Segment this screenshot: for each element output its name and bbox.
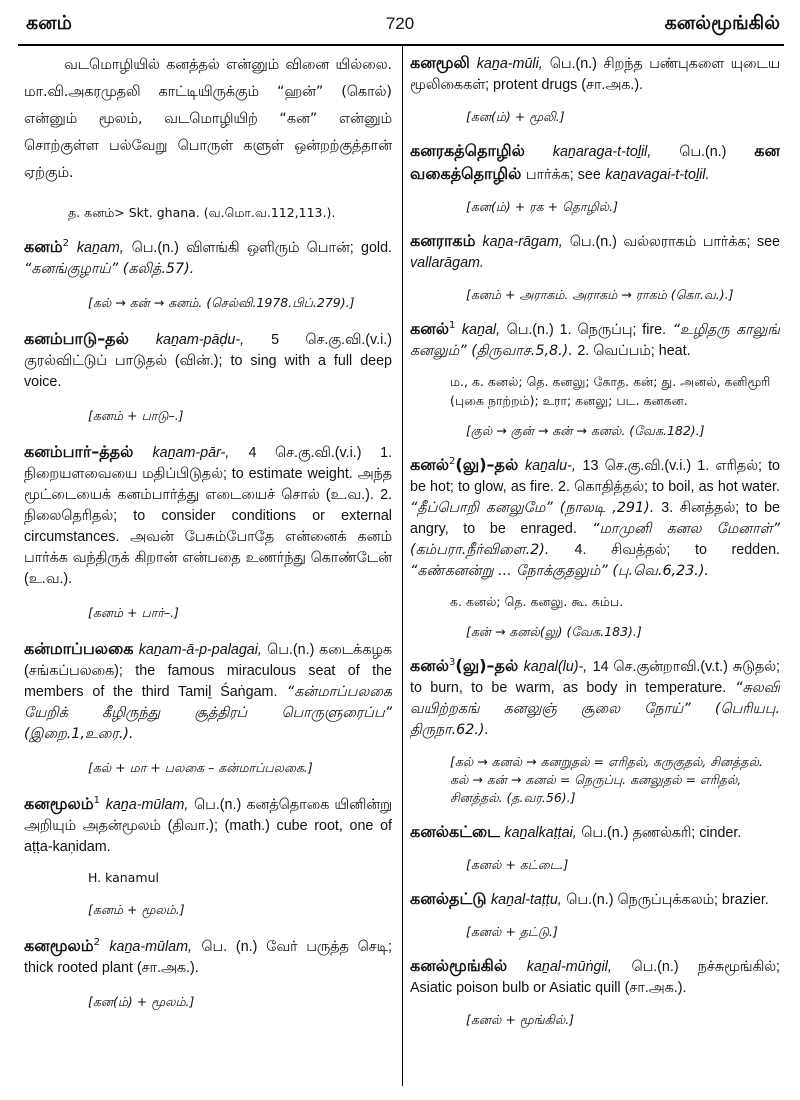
transliteration: kaṉalu-,: [524, 458, 576, 474]
headword: கனராகம்: [410, 231, 476, 250]
cross-reference-transliteration: vallarāgam.: [410, 255, 484, 271]
definition: 5 செ.கு.வி.(v.i.) குரல்விட்டுப் பாடுதல் (வின்.); to sing with a full deep voice.: [24, 332, 392, 390]
continued-text: வடமொழியில் கனத்தல் என்னும் வினை யில்லை. மா.வி.அகரமுதலி காட்டியிருக்கும் “ஹன்” (கொல்) என்னும் மூலம், வடமொழியிற் “கன” என்னும் சொற்குள்ள பல்வேறு பொருள் களுள் ஒன்றற்குத்தான் ஏற்கும்.: [24, 57, 392, 181]
homograph-number: 2: [62, 238, 69, 250]
homograph-number: 1: [93, 795, 100, 807]
left-column: [24, 52, 392, 1027]
dictionary-entry: [410, 821, 780, 844]
dictionary-entry: [24, 441, 392, 590]
definition: பெ.(n.) சிறந்த பண்புகளை யுடைய மூலிகைகள்; protent drugs (சா.அக.).: [410, 56, 780, 93]
dictionary-entry: [24, 236, 392, 280]
cross-reference: கன வகைத்தொழில்: [410, 141, 780, 183]
definition-see: பார்க்க; see: [525, 167, 601, 183]
transliteration: kaṉa-mūli,: [476, 56, 543, 72]
definition: பெ.(n.): [679, 144, 727, 160]
definition: பெ.(n.) நெருப்புக்கலம்; brazier.: [566, 892, 769, 908]
page-number: 720: [385, 14, 415, 33]
etymology: [கனல் + மூங்கில்.]: [466, 1012, 575, 1027]
headword: கனல்தட்டு: [410, 889, 487, 908]
definition: பெ.(n.) 1. நெருப்பு; fire.: [506, 322, 667, 338]
citation: “கண்கனன்று ... நோக்குதலும்” (பு.வெ.6,23.).: [410, 563, 709, 579]
definition: 13 செ.கு.வி.(v.i.) 1. எரிதல்; to be hot; to glow, as fire. 2. கொதித்தல்; to boil, as hot water.: [410, 458, 780, 495]
etymology: [கனம் + பார்–.]: [88, 605, 179, 620]
transliteration: kaṉal-taṭṭu,: [491, 892, 562, 908]
headword: கனல்: [410, 319, 450, 338]
etymology: [கல் → கனல் → கனறுதல் = எரிதல், கருகுதல், சினத்தல். கல் → கன் → கனல் = நெருப்பு. கனலுதல் = எரிதல், சினத்தல். (த.வர.56).]: [450, 754, 763, 805]
transliteration: kaṉa-mūlam,: [109, 939, 193, 955]
headword: கனரகத்தொழில்: [410, 141, 525, 160]
etymology: [கன் → கனல்(லு) (வேக.183).]: [466, 624, 642, 639]
dictionary-entry: [24, 638, 392, 745]
cognate-line: க. கனல்; தெ. கனலு. கூ. கம்ப.: [450, 594, 624, 609]
transliteration: kaṉal-mūṅgil,: [526, 959, 612, 975]
etymology: [கனம் + மூலம்.]: [88, 902, 185, 917]
dictionary-entry: [410, 52, 780, 96]
dictionary-entry: [410, 318, 780, 362]
dictionary-entry: [410, 655, 780, 741]
headword: கன்மாப்பலகை: [24, 639, 134, 658]
etymology: [குல் → குன் → கன் → கனல். (வேக.182).]: [466, 423, 705, 438]
transliteration: kaṉal,: [461, 322, 501, 338]
etymology: [கனம் + பாடு–.]: [88, 408, 184, 423]
running-head-left: கனம்: [26, 12, 72, 34]
headword: கனமூலி: [410, 53, 470, 72]
headword: கனல்கட்டை: [410, 822, 500, 841]
headword-suffix: (லு)–தல்: [455, 455, 519, 474]
definition: பெ.(n.) நச்சுமூங்கில்; Asiatic poison bulb or Asiatic quill (சா.அக.).: [410, 959, 780, 996]
cross-reference-transliteration: kaṉavagai-t-toḻil.: [605, 167, 710, 183]
definition: பெ.(n.) தணல்கரி; cinder.: [581, 825, 742, 841]
transliteration: kaṉalkaṭṭai,: [504, 825, 577, 841]
headword: கனல்: [410, 656, 450, 675]
citation: “கன்மாப்பலகை யேறிக் கீழிருந்து சூத்திரப் பொருளுரைப்ப” (இறை.1,உரை.).: [24, 684, 392, 742]
dictionary-entry: [24, 935, 392, 979]
definition: பெ.(n.) வல்லராகம் பார்க்க; see: [569, 234, 780, 250]
dictionary-entry: [410, 955, 780, 999]
definition-sense-2: 2. வெப்பம்; heat.: [577, 343, 691, 359]
definition-sense-4: 4. சிவத்தல்; to redden.: [574, 542, 780, 558]
column-divider: [402, 46, 403, 1086]
dictionary-entry: [410, 230, 780, 274]
citation: “தீப்பொறி கனலுமே” (நாலடி ,291).: [410, 500, 655, 516]
headword: கனல்: [410, 455, 450, 474]
definition: பெ.(n.) கனத்தொகை யினின்று அறியும் அதன்மூலம் (திவா.); (math.) cube root, one of aṭṭa-kaṇidam.: [24, 797, 392, 855]
headword: கனம்பார்–த்தல்: [24, 442, 134, 461]
homograph-number: 3: [449, 657, 456, 669]
headword: கனமூலம்: [24, 794, 94, 813]
right-column: [410, 52, 780, 1043]
transliteration: kaṉaraga-t-toḻil,: [552, 144, 652, 160]
definition: 4 செ.கு.வி.(v.i.) 1. நிறையளவையை மதிப்பிடுதல்; to estimate weight. அந்த மூட்டையைக் கனம்பார்த்து எடையைச் சொல் (உ.வ.). 2. நிலைதெரிதல்; to consider conditions or external circumstances. அவன் பேசும்போதே என்னைக் கனம் பார்க்க வந்திருக் கிறான் என்பதை உணர்ந்து கொண்டேன் (உ.வ.).: [24, 445, 392, 587]
etymology: [கனம் + அராகம். அராகம் → ராகம் (கொ.வ.).]: [466, 287, 734, 302]
citation: “மாமுனி கனல மேனாள்” (கம்பரா.நீர்விளை.2).: [410, 521, 780, 558]
page-header: [0, 0, 800, 48]
definition: பெ. (n.) வேர் பருத்த செடி; thick rooted plant (சா.அக.).: [24, 939, 392, 976]
headword: கனம்: [24, 237, 63, 256]
headword-suffix: (லு)–தல்: [455, 656, 519, 675]
citation: “கனங்குழாய்” (கலித்.57).: [24, 261, 195, 277]
citation: “உழிதரு காலுங் கனலும்” (திருவாச.5,8.).: [410, 322, 780, 359]
definition-sense-3: 3. சினத்தல்; to be angry, to be enraged.: [410, 500, 780, 537]
definition: பெ.(n.) விளங்கி ஒளிரும் பொன்; gold.: [131, 240, 392, 256]
header-rule: [18, 44, 784, 46]
transliteration: kaṉal(lu)-,: [523, 659, 588, 675]
etymology: [கனல் + கட்டை.]: [466, 857, 569, 872]
etymology: [கல் → கன் → கனம். (செல்வி.1978.பிப்.279).]: [88, 295, 355, 310]
transliteration: kaṉam-ā-p-palagai,: [138, 642, 262, 658]
transliteration: kaṉam-pāḍu-,: [155, 332, 245, 348]
headword: கனல்மூங்கில்: [410, 956, 508, 975]
homograph-number: 2: [449, 456, 456, 468]
running-head-right: கனல்மூங்கில்: [664, 12, 780, 34]
etymology: [கன(ம்) + மூலி.]: [466, 109, 565, 124]
cognate-line: H. kanamul: [88, 870, 159, 885]
transliteration: kaṉa-rāgam,: [482, 234, 563, 250]
dictionary-entry: [24, 793, 392, 858]
dictionary-entry: [410, 140, 780, 186]
dictionary-entry: [410, 454, 780, 582]
headword: கனம்பாடு–தல்: [24, 329, 129, 348]
homograph-number: 1: [449, 320, 456, 332]
citation: “சுலவி வயிற்றகங் கனலுஞ் சூலை நோய்” (பெரியபு. திருநா.62.).: [410, 680, 780, 738]
definition: பெ.(n.) கடைக்கழக (சங்கப்பலகை); the famous miraculous seat of the members of the third Tamiḻ Śaṅgam.: [24, 642, 392, 700]
transliteration: kaṉam-pār-,: [152, 445, 230, 461]
dictionary-entry: [24, 328, 392, 393]
etymology: [கன(ம்) + ரக + தொழில்.]: [466, 199, 619, 214]
dictionary-entry: [410, 888, 780, 911]
homograph-number: 2: [93, 937, 100, 949]
etymology: [கனல் + தட்டு.]: [466, 924, 558, 939]
etymology: [கன(ம்) + மூலம்.]: [88, 994, 195, 1009]
etymology: [கல் + மா + பலகை – கன்மாப்பலகை.]: [88, 760, 313, 775]
transliteration: kaṉa-mūlam,: [105, 797, 189, 813]
etymology-line: த. கனம்> Skt. ghana. (வ.மொ.வ.112,113.).: [68, 205, 336, 220]
definition: 14 செ.குன்றாவி.(v.t.) சுடுதல்; to burn, to be warm, as body in temperature.: [410, 659, 780, 696]
cognate-line: ம., க. கனல்; தெ. கனலு; கோத. கன்; து. அனல், கனிமூரி (புகை நாற்றம்); உரா; கனலு; பட. கனகன.: [450, 374, 771, 408]
transliteration: kaṉam,: [76, 240, 124, 256]
headword: கனமூலம்: [24, 936, 94, 955]
